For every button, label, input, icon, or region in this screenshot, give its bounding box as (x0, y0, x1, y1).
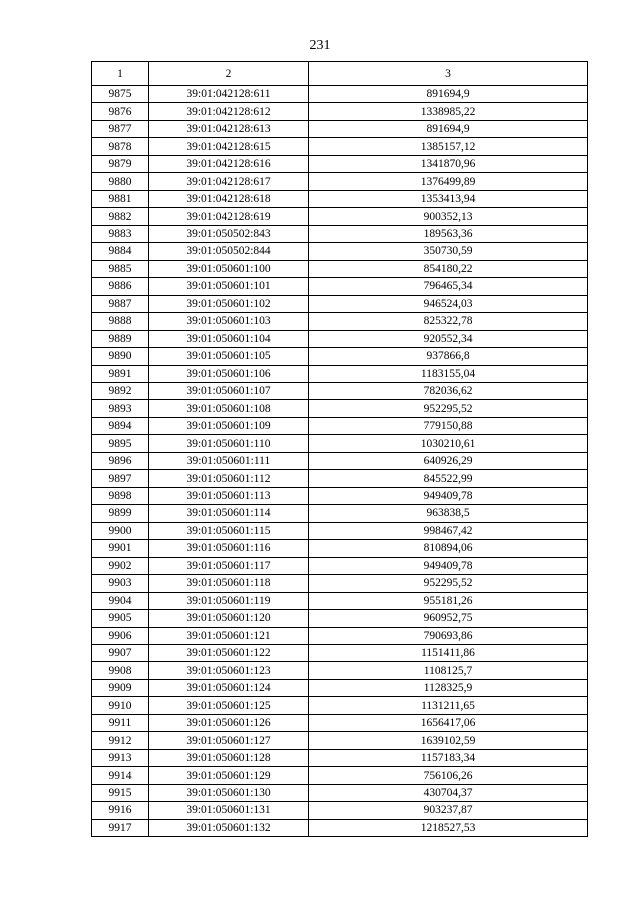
cell-cadastral-id: 39:01:050601:112 (149, 470, 309, 487)
cell-cadastral-id: 39:01:050601:122 (149, 645, 309, 662)
cell-value: 854180,22 (309, 260, 588, 277)
cell-cadastral-id: 39:01:050601:126 (149, 714, 309, 731)
cell-cadastral-id: 39:01:050601:132 (149, 819, 309, 836)
cell-row-number: 9886 (92, 278, 149, 295)
table-row (92, 155, 588, 172)
cell-value: 430704,37 (309, 784, 588, 801)
table-row (92, 662, 588, 679)
table-row (92, 522, 588, 539)
cell-cadastral-id: 39:01:050601:123 (149, 662, 309, 679)
cell-row-number: 9912 (92, 732, 149, 749)
table-row (92, 348, 588, 365)
table-row (92, 575, 588, 592)
cell-row-number: 9878 (92, 138, 149, 155)
table-row (92, 505, 588, 522)
cell-cadastral-id: 39:01:042128:615 (149, 138, 309, 155)
cell-row-number: 9911 (92, 714, 149, 731)
cell-value: 782036,62 (309, 382, 588, 399)
cell-row-number: 9908 (92, 662, 149, 679)
table-row (92, 487, 588, 504)
cell-cadastral-id: 39:01:050601:128 (149, 749, 309, 766)
cell-row-number: 9906 (92, 627, 149, 644)
cell-row-number: 9898 (92, 487, 149, 504)
cell-value: 790693,86 (309, 627, 588, 644)
cell-value: 949409,78 (309, 557, 588, 574)
cell-value: 1341870,96 (309, 155, 588, 172)
table-row (92, 400, 588, 417)
cell-value: 1183155,04 (309, 365, 588, 382)
cell-cadastral-id: 39:01:050601:105 (149, 348, 309, 365)
cell-row-number: 9917 (92, 819, 149, 836)
cell-value: 1151411,86 (309, 645, 588, 662)
column-header-value: 3 (309, 62, 588, 86)
table-row (92, 260, 588, 277)
cell-row-number: 9894 (92, 417, 149, 434)
cell-row-number: 9913 (92, 749, 149, 766)
cell-cadastral-id: 39:01:050601:113 (149, 487, 309, 504)
cell-cadastral-id: 39:01:050601:107 (149, 382, 309, 399)
table-row (92, 627, 588, 644)
cell-value: 937866,8 (309, 348, 588, 365)
cell-value: 963838,5 (309, 505, 588, 522)
cell-row-number: 9888 (92, 313, 149, 330)
cell-cadastral-id: 39:01:050601:117 (149, 557, 309, 574)
cell-cadastral-id: 39:01:042128:617 (149, 173, 309, 190)
table-row (92, 679, 588, 696)
cell-row-number: 9885 (92, 260, 149, 277)
cell-value: 1385157,12 (309, 138, 588, 155)
cell-cadastral-id: 39:01:050601:102 (149, 295, 309, 312)
table-row (92, 190, 588, 207)
table-row (92, 802, 588, 819)
cell-row-number: 9882 (92, 208, 149, 225)
cell-row-number: 9883 (92, 225, 149, 242)
cell-value: 1639102,59 (309, 732, 588, 749)
cell-cadastral-id: 39:01:050601:129 (149, 767, 309, 784)
cell-value: 891694,9 (309, 120, 588, 137)
cell-value: 1128325,9 (309, 679, 588, 696)
cell-row-number: 9904 (92, 592, 149, 609)
cell-cadastral-id: 39:01:050601:106 (149, 365, 309, 382)
cell-row-number: 9892 (92, 382, 149, 399)
table-row (92, 592, 588, 609)
cell-cadastral-id: 39:01:042128:618 (149, 190, 309, 207)
cell-cadastral-id: 39:01:050601:108 (149, 400, 309, 417)
cell-cadastral-id: 39:01:050502:844 (149, 243, 309, 260)
cell-row-number: 9896 (92, 452, 149, 469)
cell-value: 350730,59 (309, 243, 588, 260)
cell-row-number: 9881 (92, 190, 149, 207)
cell-cadastral-id: 39:01:050601:101 (149, 278, 309, 295)
cell-value: 1030210,61 (309, 435, 588, 452)
cell-value: 952295,52 (309, 400, 588, 417)
cell-cadastral-id: 39:01:050601:100 (149, 260, 309, 277)
table-header (92, 62, 588, 86)
cell-value: 900352,13 (309, 208, 588, 225)
cell-cadastral-id: 39:01:050601:104 (149, 330, 309, 347)
registry-table (91, 61, 588, 837)
table-row (92, 278, 588, 295)
cell-value: 1157183,34 (309, 749, 588, 766)
cell-row-number: 9876 (92, 103, 149, 120)
cell-cadastral-id: 39:01:050601:124 (149, 679, 309, 696)
table-row (92, 365, 588, 382)
cell-value: 998467,42 (309, 522, 588, 539)
cell-cadastral-id: 39:01:050601:130 (149, 784, 309, 801)
cell-value: 640926,29 (309, 452, 588, 469)
cell-value: 1218527,53 (309, 819, 588, 836)
table-row (92, 819, 588, 836)
column-header-cadastral-id: 2 (149, 62, 309, 86)
cell-cadastral-id: 39:01:050601:111 (149, 452, 309, 469)
cell-row-number: 9905 (92, 610, 149, 627)
table-row (92, 330, 588, 347)
cell-cadastral-id: 39:01:042128:616 (149, 155, 309, 172)
cell-row-number: 9916 (92, 802, 149, 819)
table-row (92, 295, 588, 312)
table-row (92, 714, 588, 731)
table-row (92, 749, 588, 766)
cell-row-number: 9880 (92, 173, 149, 190)
cell-row-number: 9900 (92, 522, 149, 539)
header-row (92, 62, 588, 86)
cell-value: 1131211,65 (309, 697, 588, 714)
cell-row-number: 9897 (92, 470, 149, 487)
cell-cadastral-id: 39:01:050601:115 (149, 522, 309, 539)
table-body (92, 86, 588, 837)
cell-cadastral-id: 39:01:050601:118 (149, 575, 309, 592)
cell-row-number: 9902 (92, 557, 149, 574)
cell-value: 1656417,06 (309, 714, 588, 731)
cell-cadastral-id: 39:01:042128:612 (149, 103, 309, 120)
table-row (92, 120, 588, 137)
cell-row-number: 9879 (92, 155, 149, 172)
cell-value: 1353413,94 (309, 190, 588, 207)
cell-value: 189563,36 (309, 225, 588, 242)
cell-value: 920552,34 (309, 330, 588, 347)
cell-row-number: 9895 (92, 435, 149, 452)
table-row (92, 382, 588, 399)
cell-row-number: 9910 (92, 697, 149, 714)
cell-row-number: 9887 (92, 295, 149, 312)
cell-cadastral-id: 39:01:050601:120 (149, 610, 309, 627)
cell-row-number: 9901 (92, 540, 149, 557)
cell-value: 845522,99 (309, 470, 588, 487)
cell-value: 960952,75 (309, 610, 588, 627)
cell-row-number: 9907 (92, 645, 149, 662)
cell-value: 779150,88 (309, 417, 588, 434)
cell-value: 949409,78 (309, 487, 588, 504)
table-row (92, 784, 588, 801)
table-row (92, 243, 588, 260)
cell-row-number: 9875 (92, 86, 149, 103)
table-row (92, 697, 588, 714)
table-row (92, 767, 588, 784)
cell-value: 946524,03 (309, 295, 588, 312)
table-row (92, 610, 588, 627)
cell-row-number: 9877 (92, 120, 149, 137)
cell-value: 756106,26 (309, 767, 588, 784)
cell-value: 1376499,89 (309, 173, 588, 190)
table-row (92, 732, 588, 749)
cell-row-number: 9903 (92, 575, 149, 592)
cell-value: 825322,78 (309, 313, 588, 330)
cell-row-number: 9909 (92, 679, 149, 696)
cell-cadastral-id: 39:01:042128:611 (149, 86, 309, 103)
cell-value: 903237,87 (309, 802, 588, 819)
table-row (92, 208, 588, 225)
cell-row-number: 9889 (92, 330, 149, 347)
table-row (92, 557, 588, 574)
table-row (92, 313, 588, 330)
table-row (92, 173, 588, 190)
cell-cadastral-id: 39:01:050601:114 (149, 505, 309, 522)
table-row (92, 470, 588, 487)
column-header-number: 1 (92, 62, 149, 86)
cell-row-number: 9915 (92, 784, 149, 801)
cell-row-number: 9890 (92, 348, 149, 365)
cell-value: 1338985,22 (309, 103, 588, 120)
table-row (92, 540, 588, 557)
cell-cadastral-id: 39:01:050601:103 (149, 313, 309, 330)
table-row (92, 452, 588, 469)
table-row (92, 138, 588, 155)
cell-cadastral-id: 39:01:050601:131 (149, 802, 309, 819)
cell-value: 1108125,7 (309, 662, 588, 679)
cell-row-number: 9884 (92, 243, 149, 260)
cell-value: 796465,34 (309, 278, 588, 295)
page-number: 231 (309, 38, 331, 53)
cell-cadastral-id: 39:01:042128:619 (149, 208, 309, 225)
cell-cadastral-id: 39:01:042128:613 (149, 120, 309, 137)
cell-value: 891694,9 (309, 86, 588, 103)
cell-cadastral-id: 39:01:050601:119 (149, 592, 309, 609)
table-row (92, 645, 588, 662)
table-row (92, 86, 588, 103)
cell-cadastral-id: 39:01:050601:127 (149, 732, 309, 749)
table-row (92, 103, 588, 120)
cell-row-number: 9893 (92, 400, 149, 417)
cell-cadastral-id: 39:01:050601:125 (149, 697, 309, 714)
cell-cadastral-id: 39:01:050601:109 (149, 417, 309, 434)
cell-row-number: 9914 (92, 767, 149, 784)
cell-cadastral-id: 39:01:050601:116 (149, 540, 309, 557)
cell-cadastral-id: 39:01:050601:110 (149, 435, 309, 452)
cell-row-number: 9899 (92, 505, 149, 522)
table-row (92, 435, 588, 452)
cell-cadastral-id: 39:01:050601:121 (149, 627, 309, 644)
cell-value: 952295,52 (309, 575, 588, 592)
table-row (92, 417, 588, 434)
cell-value: 955181,26 (309, 592, 588, 609)
cell-cadastral-id: 39:01:050502:843 (149, 225, 309, 242)
table-row (92, 225, 588, 242)
cell-row-number: 9891 (92, 365, 149, 382)
cell-value: 810894,06 (309, 540, 588, 557)
